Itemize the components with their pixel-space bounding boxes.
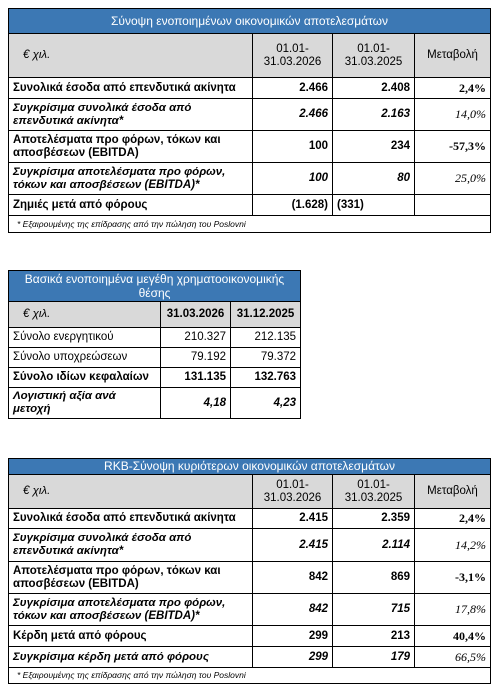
value-2026: 2.466	[253, 78, 333, 99]
value-2026: 299	[253, 626, 333, 647]
value-2026: 79.192	[161, 348, 231, 368]
table-title-row	[9, 9, 491, 34]
period-2025-header: 01.01- 31.03.2025	[333, 475, 415, 509]
table-row	[9, 594, 491, 626]
table-row	[9, 78, 491, 99]
value-2026: 299	[253, 647, 333, 668]
value-2025: 79.372	[231, 348, 301, 368]
row-label: Σύνολο ιδίων κεφαλαίων	[9, 368, 161, 388]
rkb-results-table	[8, 458, 491, 684]
table-row	[9, 529, 491, 562]
date-2025-header: 31.12.2025	[231, 302, 301, 328]
value-2025: 2.408	[333, 78, 415, 99]
change-value: 17,8%	[415, 594, 491, 626]
change-value: 14,2%	[415, 529, 491, 562]
change-value: 66,5%	[415, 647, 491, 668]
value-2025: 132.763	[231, 368, 301, 388]
value-2025: 2.114	[333, 529, 415, 562]
table-row	[9, 328, 301, 348]
value-2025: 869	[333, 562, 415, 594]
value-2025: 212.135	[231, 328, 301, 348]
unit-header: € χιλ.	[9, 34, 253, 78]
change-value	[415, 195, 491, 216]
table-row	[9, 509, 491, 529]
value-2026: 131.135	[161, 368, 231, 388]
row-label: Συγκρίσιμα κέρδη μετά από φόρους	[9, 647, 253, 668]
value-2025: 213	[333, 626, 415, 647]
value-2026: 842	[253, 562, 333, 594]
table-row	[9, 647, 491, 668]
change-value: 14,0%	[415, 99, 491, 131]
footnote-row	[9, 216, 491, 233]
row-label: Κέρδη μετά από φόρους	[9, 626, 253, 647]
value-2025: (331)	[333, 195, 415, 216]
row-label: Συγκρίσιμα αποτελέσματα προ φόρων, τόκων και αποσβέσεων (EBITDA)*	[9, 163, 253, 195]
row-label: Συνολικά έσοδα από επενδυτικά ακίνητα	[9, 509, 253, 529]
table-row	[9, 388, 301, 419]
table-title: Σύνοψη ενοποιημένων οικονομικών αποτελεσμάτων	[9, 9, 491, 34]
period-2026-header: 01.01- 31.03.2026	[253, 34, 333, 78]
change-value: -3,1%	[415, 562, 491, 594]
change-value: 40,4%	[415, 626, 491, 647]
value-2025: 80	[333, 163, 415, 195]
value-2026: 4,18	[161, 388, 231, 419]
table-row	[9, 99, 491, 131]
table-row	[9, 348, 301, 368]
change-header: Μεταβολή	[415, 34, 491, 78]
table-row	[9, 562, 491, 594]
value-2026: 210.327	[161, 328, 231, 348]
row-label: Συγκρίσιμα συνολικά έσοδα από επενδυτικά ακίνητα*	[9, 529, 253, 562]
table-row	[9, 163, 491, 195]
row-label: Ζημιές μετά από φόρους	[9, 195, 253, 216]
value-2025: 2.163	[333, 99, 415, 131]
value-2026: 2.466	[253, 99, 333, 131]
value-2025: 234	[333, 131, 415, 163]
value-2025: 2.359	[333, 509, 415, 529]
value-2026: (1.628)	[253, 195, 333, 216]
table-row	[9, 626, 491, 647]
row-label: Λογιστική αξία ανά μετοχή	[9, 388, 161, 419]
value-2026: 2.415	[253, 509, 333, 529]
value-2025: 179	[333, 647, 415, 668]
change-value: 2,4%	[415, 509, 491, 529]
consolidated-results-table	[8, 8, 491, 233]
value-2026: 100	[253, 131, 333, 163]
value-2026: 842	[253, 594, 333, 626]
unit-header: € χιλ.	[9, 302, 161, 328]
change-value: 2,4%	[415, 78, 491, 99]
financial-position-table	[8, 270, 301, 419]
table-title-row	[9, 459, 491, 475]
row-label: Συνολικά έσοδα από επενδυτικά ακίνητα	[9, 78, 253, 99]
footnote: * Εξαιρουμένης της επίδρασης από την πώληση του Poslovni	[9, 216, 491, 233]
row-label: Συγκρίσιμα συνολικά έσοδα από επενδυτικά ακίνητα*	[9, 99, 253, 131]
footnote-row	[9, 668, 491, 684]
value-2026: 2.415	[253, 529, 333, 562]
period-2025-header: 01.01- 31.03.2025	[333, 34, 415, 78]
value-2025: 715	[333, 594, 415, 626]
table-row	[9, 195, 491, 216]
period-2026-header: 01.01- 31.03.2026	[253, 475, 333, 509]
change-header: Μεταβολή	[415, 475, 491, 509]
table-header-row	[9, 34, 491, 78]
footnote: * Εξαιρουμένης της επίδρασης από την πώληση του Poslovni	[9, 668, 491, 684]
table-title: RKB-Σύνοψη κυριότερων οικονομικών αποτελεσμάτων	[9, 459, 491, 475]
row-label: Σύνολο ενεργητικού	[9, 328, 161, 348]
table-title: Βασικά ενοποιημένα μεγέθη χρηματοοικονομικής θέσης	[9, 271, 301, 302]
table-row	[9, 131, 491, 163]
table-row	[9, 368, 301, 388]
row-label: Συγκρίσιμα αποτελέσματα προ φόρων, τόκων και αποσβέσεων (EBITDA)*	[9, 594, 253, 626]
date-2026-header: 31.03.2026	[161, 302, 231, 328]
change-value: 25,0%	[415, 163, 491, 195]
unit-header: € χιλ.	[9, 475, 253, 509]
value-2026: 100	[253, 163, 333, 195]
value-2025: 4,23	[231, 388, 301, 419]
table-header-row	[9, 475, 491, 509]
table-header-row	[9, 302, 301, 328]
table-title-row	[9, 271, 301, 302]
row-label: Αποτελέσματα προ φόρων, τόκων και αποσβέσεων (EBITDA)	[9, 562, 253, 594]
change-value: -57,3%	[415, 131, 491, 163]
row-label: Σύνολο υποχρεώσεων	[9, 348, 161, 368]
row-label: Αποτελέσματα προ φόρων, τόκων και αποσβέσεων (EBITDA)	[9, 131, 253, 163]
